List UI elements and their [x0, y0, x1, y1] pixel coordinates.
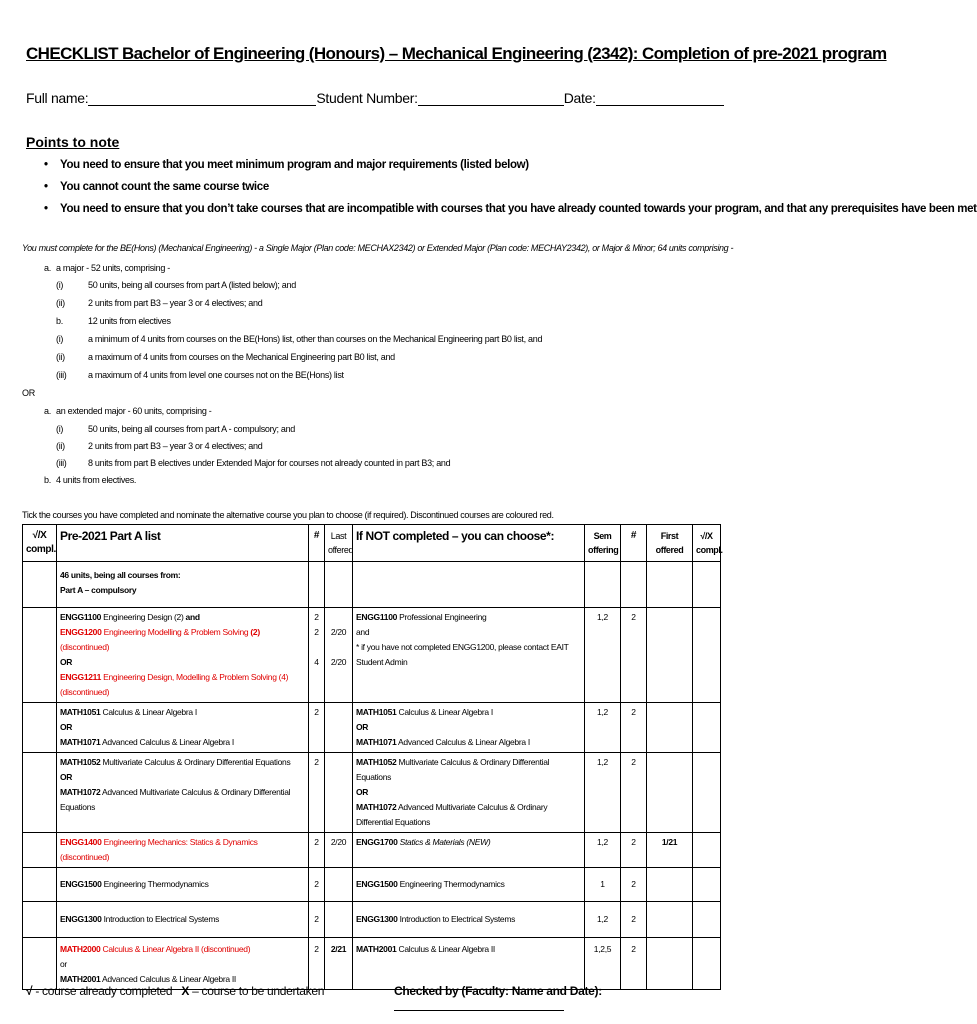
last-offered: 2/20	[325, 833, 353, 868]
course-code: ENGG1700	[356, 837, 398, 847]
admin-note: * if you have not completed ENGG1200, please contact EAIT Student Admin	[356, 642, 569, 667]
req-text: 50 units, being all courses from part A - compulsory; and	[88, 424, 296, 434]
student-number-field[interactable]	[418, 91, 564, 106]
req-label: (i)	[56, 424, 64, 434]
table-row	[23, 608, 721, 703]
units: 2	[621, 833, 647, 868]
bullet-item: • You need to ensure that you don’t take courses that are incompatible with courses that you have already counted towards your program, and that any prerequisites have been met	[44, 203, 977, 215]
connector: OR	[356, 722, 369, 732]
course-name: Engineering Mechanics: Statics & Dynamics (discontinued)	[60, 837, 258, 862]
checkbox-cell[interactable]	[23, 608, 57, 703]
req-text: 50 units, being all courses from part A (listed below); and	[88, 280, 296, 290]
section-label: Part A – compulsory	[60, 585, 137, 595]
date-label: Date:	[563, 90, 596, 106]
course-name: Introduction to Electrical Systems	[101, 914, 220, 924]
req-label: b.	[56, 316, 63, 326]
req-label: (iii)	[56, 458, 67, 468]
course-name: Engineering Design, Modelling & Problem Solving (4)	[101, 672, 289, 682]
req-label: (ii)	[56, 298, 65, 308]
course-name: Engineering Thermodynamics	[101, 879, 209, 889]
tick-instructions: Tick the courses you have completed and nominate the alternative course you plan to choose (if required). Discontinued courses are coloured red.	[22, 510, 554, 520]
course-code: ENGG1211	[60, 672, 102, 682]
course-code: ENGG1400	[60, 837, 102, 847]
course-name: Calculus & Linear Algebra I	[100, 707, 197, 717]
discontinued-note: (discontinued)	[60, 687, 110, 697]
part-a-header: Pre-2021 Part A list	[57, 525, 309, 562]
connector: and	[185, 612, 200, 622]
first-offered: 1/21	[647, 833, 693, 868]
units: 2	[621, 938, 647, 990]
req-text: 2 units from part B3 – year 3 or 4 electives; and	[88, 298, 263, 308]
units: 4	[314, 657, 319, 667]
points-heading: Points to note	[26, 134, 120, 150]
req-text: an extended major - 60 units, comprising -	[56, 406, 212, 416]
connector: OR	[60, 657, 73, 667]
discontinued-note: (discontinued)	[60, 642, 110, 652]
table-row	[23, 868, 721, 902]
connector: OR	[356, 787, 369, 797]
course-code: MATH1052	[356, 757, 397, 767]
last-offered: 2/20	[330, 657, 347, 667]
tick-icon: √	[26, 984, 33, 998]
req-label: a.	[44, 406, 51, 416]
checkbox-cell[interactable]	[23, 902, 57, 938]
course-name: Engineering Thermodynamics	[397, 879, 505, 889]
course-code: MATH1051	[60, 707, 101, 717]
units: 2	[621, 753, 647, 833]
req-text: a maximum of 4 units from level one courses not on the BE(Hons) list	[88, 370, 344, 380]
req-label: (i)	[56, 280, 64, 290]
bullet-text: You need to ensure that you meet minimum program and major requirements (listed below)	[60, 159, 529, 171]
semester: 1,2	[585, 608, 621, 703]
units: 2	[309, 703, 325, 753]
connector: or	[60, 959, 67, 969]
legend-text: - course already completed	[32, 984, 173, 998]
checkbox-cell[interactable]	[23, 938, 57, 990]
course-name: Multivariate Calculus & Ordinary Differential Equations	[100, 757, 291, 767]
connector: OR	[60, 722, 73, 732]
alternatives-header: If NOT completed – you can choose*:	[353, 525, 585, 562]
req-text: a major - 52 units, comprising -	[56, 263, 170, 273]
full-name-field[interactable]	[88, 91, 316, 106]
cross-icon: X	[181, 984, 190, 998]
course-name: Engineering Design (2)	[101, 612, 186, 622]
req-text: 4 units from electives.	[56, 475, 137, 485]
course-code: ENGG1300	[356, 914, 398, 924]
table-row	[23, 703, 721, 753]
semester: 1,2	[585, 753, 621, 833]
checkbox-cell[interactable]	[693, 833, 721, 868]
date-field[interactable]	[596, 91, 724, 106]
checkbox-cell[interactable]	[693, 902, 721, 938]
semester: 1	[585, 868, 621, 902]
legend	[26, 984, 324, 998]
course-code: MATH2001	[356, 944, 397, 954]
semester: 1,2	[585, 902, 621, 938]
req-label: a.	[44, 263, 51, 273]
course-name: Professional Engineering	[397, 612, 487, 622]
course-name: Advanced Multivariate Calculus & Ordinary Differential Equations	[60, 787, 291, 812]
checkbox-cell[interactable]	[23, 833, 57, 868]
checkbox-cell[interactable]	[693, 562, 721, 608]
page-title: CHECKLIST Bachelor of Engineering (Honours) – Mechanical Engineering (2342): Completion of pre-2021 program	[26, 44, 887, 63]
course-code: MATH1051	[356, 707, 397, 717]
course-name: Calculus & Linear Algebra I	[396, 707, 493, 717]
req-label: (ii)	[56, 352, 65, 362]
connector: OR	[60, 772, 73, 782]
course-name: Advanced Calculus & Linear Algebra I	[396, 737, 530, 747]
req-label: (ii)	[56, 441, 65, 451]
points-list	[44, 157, 977, 223]
connector: and	[356, 627, 370, 637]
sem-header: Sem offering	[585, 525, 621, 562]
course-name: Calculus & Linear Algebra II	[396, 944, 495, 954]
table-row	[23, 902, 721, 938]
course-name: Statics & Materials (NEW)	[397, 837, 491, 847]
checkbox-cell[interactable]	[23, 868, 57, 902]
semester: 1,2	[585, 703, 621, 753]
units: 2	[314, 627, 319, 637]
semester: 1,2	[585, 833, 621, 868]
bullet-text: You need to ensure that you don’t take courses that are incompatible with courses that you have already counted towards your program, and that any prerequisites have been met	[60, 203, 977, 215]
course-name: Advanced Calculus & Linear Algebra I	[100, 737, 234, 747]
checkbox-cell[interactable]	[23, 753, 57, 833]
program-intro: You must complete for the BE(Hons) (Mechanical Engineering) - a Single Major (Plan code: MECHAX2342) or Extended Major (Plan code: MECHAY2342), or Major & Minor; 64 units comprising -	[22, 243, 734, 253]
checkbox-cell[interactable]	[693, 703, 721, 753]
checkbox-cell[interactable]	[693, 868, 721, 902]
units: 2	[621, 868, 647, 902]
course-units: (2)	[250, 627, 260, 637]
section-label: 46 units, being all courses from:	[60, 570, 181, 580]
course-code: MATH1071	[60, 737, 101, 747]
req-text: 2 units from part B3 – year 3 or 4 electives; and	[88, 441, 263, 451]
course-code: ENGG1200	[60, 627, 102, 637]
bullet-item: • You cannot count the same course twice	[44, 181, 269, 193]
course-table	[22, 524, 721, 990]
checkbox-cell[interactable]	[693, 938, 721, 990]
student-fields	[26, 90, 724, 106]
course-code: ENGG1100	[60, 612, 102, 622]
student-number-label: Student Number:	[316, 90, 418, 106]
bullet-item: • You need to ensure that you meet minimum program and major requirements (listed below)	[44, 159, 529, 171]
course-name: Introduction to Electrical Systems	[397, 914, 516, 924]
full-name-label: Full name:	[26, 90, 89, 106]
last-offered: 2/21	[325, 938, 353, 990]
checked-by-field[interactable]	[394, 998, 564, 1011]
course-code: MATH2001	[60, 974, 101, 984]
bullet-text: You cannot count the same course twice	[60, 181, 269, 193]
checkbox-cell[interactable]	[23, 703, 57, 753]
last-offered-header: Last offered	[325, 525, 353, 562]
compl-header: √/X compl.	[23, 525, 57, 562]
req-label: (i)	[56, 334, 64, 344]
req-label: b.	[44, 475, 51, 485]
req-or: OR	[22, 388, 35, 398]
units-header: #	[309, 525, 325, 562]
units: 2	[309, 833, 325, 868]
units: 2	[309, 902, 325, 938]
course-code: MATH1072	[60, 787, 101, 797]
checkbox-cell[interactable]	[693, 608, 721, 703]
course-name: Engineering Modelling & Problem Solving	[101, 627, 251, 637]
units: 2	[621, 902, 647, 938]
course-name: Multivariate Calculus & Ordinary Differential Equations	[356, 757, 550, 782]
units: 2	[309, 868, 325, 902]
course-name: Advanced Multivariate Calculus & Ordinary Differential Equations	[356, 802, 548, 827]
course-code: ENGG1500	[356, 879, 398, 889]
course-code: MATH2000	[60, 944, 101, 954]
course-code: MATH1072	[356, 802, 397, 812]
req-label: (iii)	[56, 370, 67, 380]
checked-by	[394, 984, 770, 1014]
course-code: ENGG1500	[60, 879, 102, 889]
req-text: a minimum of 4 units from courses on the BE(Hons) list, other than courses on the Mechanical Engineering part B0 list, and	[88, 334, 543, 344]
course-code: ENGG1100	[356, 612, 398, 622]
req-text: 12 units from electives	[88, 316, 171, 326]
checkbox-cell[interactable]	[23, 562, 57, 608]
course-name: Calculus & Linear Algebra II (discontinued)	[100, 944, 251, 954]
units-header-2: #	[621, 525, 647, 562]
course-code: ENGG1300	[60, 914, 102, 924]
units: 2	[309, 938, 325, 990]
table-row	[23, 938, 721, 990]
req-text: a maximum of 4 units from courses on the Mechanical Engineering part B0 list, and	[88, 352, 395, 362]
table-row	[23, 833, 721, 868]
course-name: Advanced Calculus & Linear Algebra II	[100, 974, 236, 984]
course-code: MATH1052	[60, 757, 101, 767]
semester: 1,2,5	[585, 938, 621, 990]
units: 2	[621, 608, 647, 703]
compl-header-2: √/X compl.	[693, 525, 721, 562]
units: 2	[314, 612, 319, 622]
checkbox-cell[interactable]	[693, 753, 721, 833]
checked-by-label: Checked by (Faculty: Name and Date):	[394, 984, 602, 998]
table-row	[23, 753, 721, 833]
units: 2	[621, 703, 647, 753]
first-offered-header: First offered	[647, 525, 693, 562]
req-text: 8 units from part B electives under Extended Major for courses not already counted in part B3; and	[88, 458, 451, 468]
last-offered: 2/20	[330, 627, 347, 637]
course-code: MATH1071	[356, 737, 397, 747]
table-row	[23, 562, 721, 608]
legend-text: – course to be undertaken	[189, 984, 325, 998]
units: 2	[309, 753, 325, 833]
table-header-row	[23, 525, 721, 562]
